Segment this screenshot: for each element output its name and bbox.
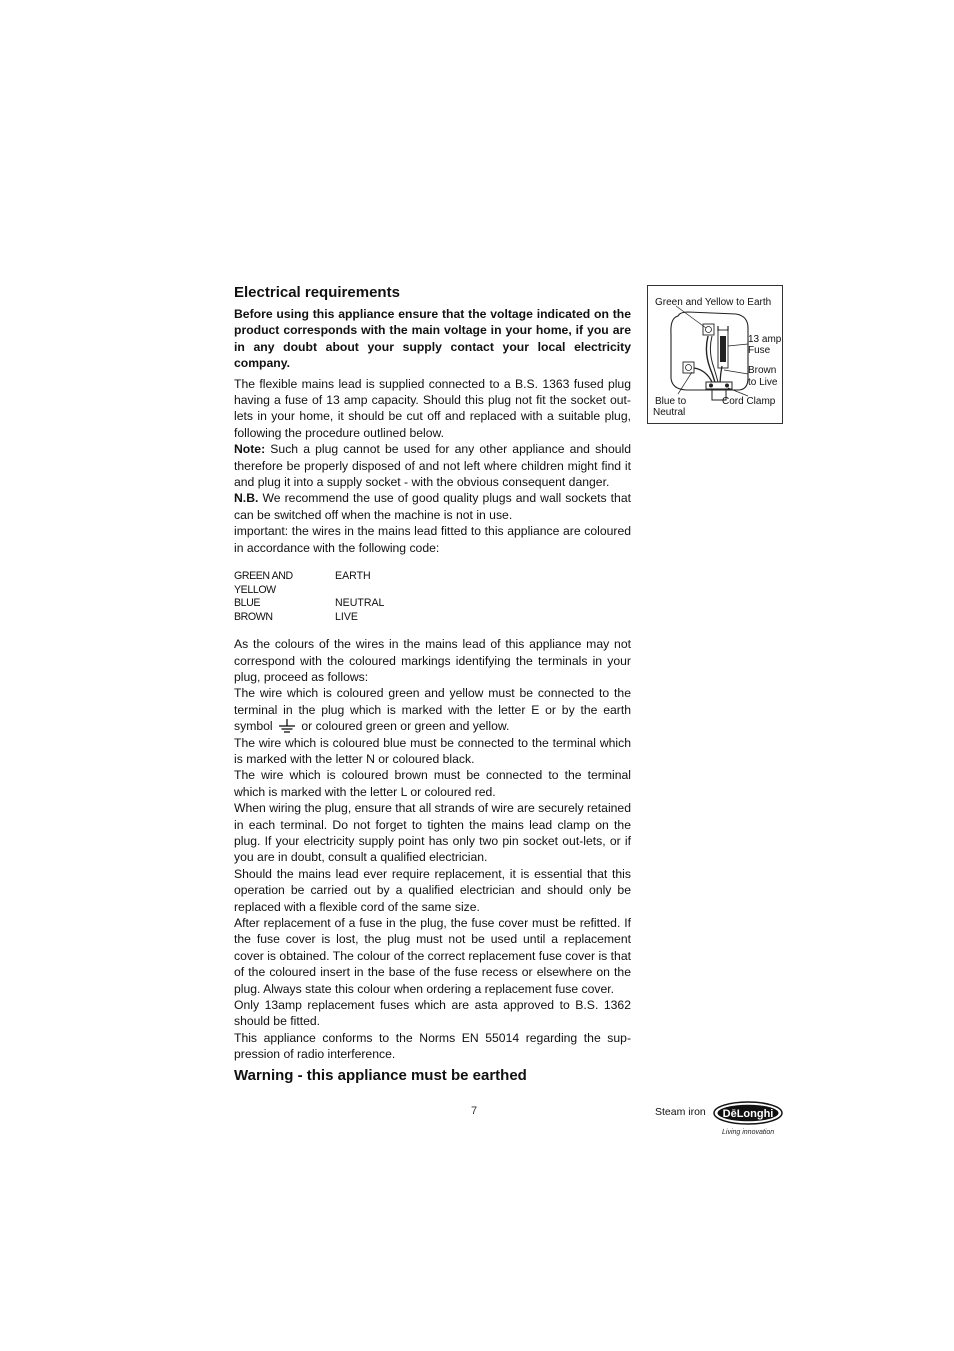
para-replacement: Should the mains lead ever require replacement, it is essential that this operation be carried out by a qualified electrician and should only be replaced with a flexible cord of the same size. bbox=[234, 866, 631, 914]
figure-label-cord-clamp: Cord Clamp bbox=[722, 396, 776, 407]
code-role: LIVE bbox=[335, 610, 358, 623]
para-only-fuses: Only 13amp replacement fuses which are asta approved to B.S. 1362 should be fitted. bbox=[234, 998, 631, 1029]
nb-paragraph bbox=[234, 490, 631, 523]
figure-label-fuse-line2: Fuse bbox=[748, 345, 771, 356]
code-row-earth bbox=[234, 570, 631, 597]
figure-label-brown-line1: Brown bbox=[748, 365, 777, 376]
code-row-live bbox=[234, 611, 631, 625]
plug-wiring-figure bbox=[647, 285, 783, 424]
figure-label-blue-line2: Neutral bbox=[653, 407, 686, 418]
green-text-after: or coloured green or green and yellow. bbox=[298, 719, 510, 734]
nb-label: N.B. bbox=[234, 491, 259, 506]
wire-colour-code-table bbox=[234, 570, 631, 624]
product-name: Steam iron bbox=[655, 1106, 706, 1118]
figure-label-fuse-line1: 13 amp bbox=[748, 334, 782, 345]
page-number: 7 bbox=[471, 1105, 478, 1117]
nb-text: We recommend the use of good quality plugs and wall sockets that can be switched off when the machine is not in use. bbox=[234, 491, 631, 522]
figure-label-earth: Green and Yellow to Earth bbox=[655, 297, 772, 308]
green-text-before: The wire which is coloured green and yellow must be connected to the terminal in the plug which is marked with the letter E or by the earth symbol bbox=[234, 686, 631, 734]
brand-tagline: Living innovation bbox=[722, 1129, 775, 1136]
para-colours: As the colours of the wires in the mains lead of this appliance may not correspond with the coloured markings identifying the terminals in your plug, proceed as follows: bbox=[234, 637, 631, 684]
figure-label-brown-line2: to Live bbox=[748, 377, 778, 388]
code-wire: BROWN bbox=[234, 610, 273, 623]
para-fuse-cover: After replacement of a fuse in the plug, the fuse cover must be refitted. If the fuse cover is lost, the plug must not be used until a replacement cover is obtained. The colour of the correct replacement fuse cover is that of the coloured insert in the base of the fuse recess or elsewhere on the plug. Always state this colour when ordering a replacement fuse cover. bbox=[234, 916, 631, 996]
para-brown: The wire which is coloured brown must be connected to the terminal which is marked with the letter L or coloured red. bbox=[234, 768, 631, 799]
figure-label-blue-line1: Blue to bbox=[655, 396, 687, 407]
code-wire: GREEN AND YELLOW bbox=[234, 570, 293, 596]
voltage-warning: Before using this appliance ensure that the voltage indicated on the product corresponds with the main voltage in your home, if you are in any doubt about your supply contact your local electricity company. bbox=[234, 307, 631, 371]
para-norms: This appliance conforms to the Norms EN 55014 regarding the sup-pression of radio interference. bbox=[234, 1030, 631, 1062]
code-wire: BLUE bbox=[234, 597, 261, 610]
para-wiring: When wiring the plug, ensure that all strands of wire are securely retained in each terminal. Do not forget to tighten the mains lead clamp on the plug. If your electricity supply point has only two pin socket out-lets, or if you are in doubt, consult a qualified electrician. bbox=[234, 801, 631, 865]
section-heading: Electrical requirements bbox=[234, 284, 400, 301]
brand-name: DēLonghi bbox=[722, 1108, 774, 1120]
note-paragraph bbox=[234, 441, 631, 490]
code-role: NEUTRAL bbox=[335, 597, 385, 610]
para-important: important: the wires in the mains lead fitted to this appliance are coloured in accordance with the following code: bbox=[234, 524, 631, 555]
note-text: Such a plug cannot be used for any other appliance and should therefore be properly disposed of and not left where children might find it and plug it into a supply socket - with the obvious consequent danger. bbox=[234, 442, 631, 490]
code-role: EARTH bbox=[335, 570, 371, 583]
earth-symbol-icon bbox=[276, 719, 298, 733]
para-blue: The wire which is coloured blue must be connected to the terminal which is marked with the letter N or coloured black. bbox=[234, 735, 631, 766]
main-column bbox=[234, 284, 631, 1085]
para-flexible-lead: The flexible mains lead is supplied connected to a B.S. 1363 fused plug having a fuse of 13 amp capacity. Should this plug not fit the socket out-lets in your home, it should be cut off and replaced with a suitable plug, following the procedure outlined below. bbox=[234, 376, 631, 440]
code-row-neutral bbox=[234, 597, 631, 611]
para-green-yellow bbox=[234, 685, 631, 734]
earthed-warning: Warning - this appliance must be earthed bbox=[234, 1066, 527, 1084]
note-label: Note: bbox=[234, 442, 266, 457]
delonghi-logo-icon bbox=[713, 1101, 783, 1125]
